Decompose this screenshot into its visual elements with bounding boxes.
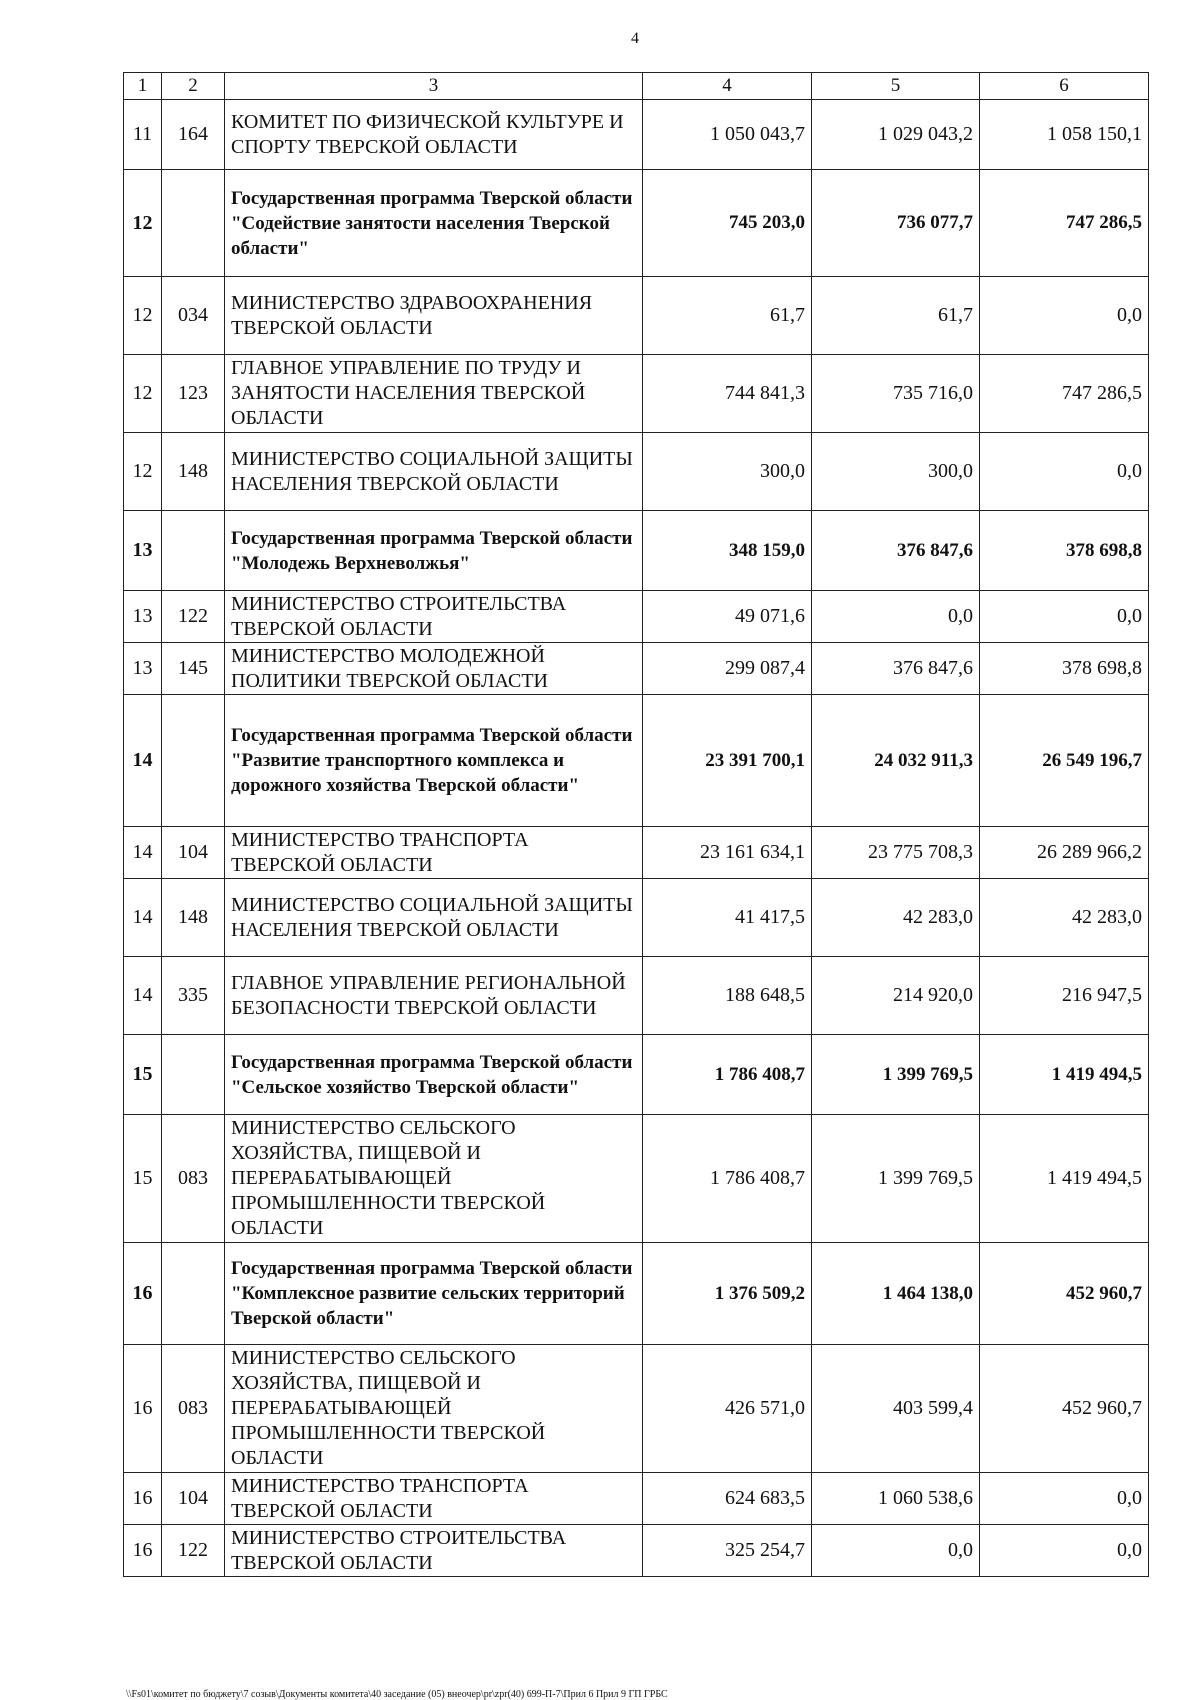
program-name: Государственная программа Тверской области "Развитие транспортного комплекса и дорожного хозяйства Тверской области" [225,695,643,827]
department-code: 335 [162,957,225,1035]
value-col-6: 378 698,8 [980,643,1149,695]
value-col-6: 26 549 196,7 [980,695,1149,827]
program-row [124,1035,1149,1115]
department-code: 145 [162,643,225,695]
program-number: 13 [124,511,162,591]
value-col-5: 1 399 769,5 [812,1115,980,1243]
header-col-4: 4 [643,73,812,100]
program-number: 16 [124,1525,162,1577]
value-col-4: 624 683,5 [643,1473,812,1525]
row-name: ГЛАВНОЕ УПРАВЛЕНИЕ РЕГИОНАЛЬНОЙ БЕЗОПАСНОСТИ ТВЕРСКОЙ ОБЛАСТИ [225,957,643,1035]
row-name: МИНИСТЕРСТВО ЗДРАВООХРАНЕНИЯ ТВЕРСКОЙ ОБЛАСТИ [225,277,643,355]
value-col-5: 1 060 538,6 [812,1473,980,1525]
value-col-4: 23 161 634,1 [643,827,812,879]
department-code: 123 [162,355,225,433]
row-name: МИНИСТЕРСТВО СЕЛЬСКОГО ХОЗЯЙСТВА, ПИЩЕВОЙ И ПЕРЕРАБАТЫВАЮЩЕЙ ПРОМЫШЛЕННОСТИ ТВЕРСКОЙ ОБЛАСТИ [225,1345,643,1473]
value-col-6: 0,0 [980,1473,1149,1525]
department-code [162,1035,225,1115]
department-code: 034 [162,277,225,355]
department-code: 083 [162,1345,225,1473]
department-code: 104 [162,1473,225,1525]
value-col-6: 42 283,0 [980,879,1149,957]
value-col-5: 376 847,6 [812,511,980,591]
value-col-5: 735 716,0 [812,355,980,433]
program-name: Государственная программа Тверской области "Содействие занятости населения Тверской области" [225,170,643,277]
header-col-1: 1 [124,73,162,100]
value-col-6: 0,0 [980,433,1149,511]
value-col-4: 325 254,7 [643,1525,812,1577]
value-col-4: 1 786 408,7 [643,1115,812,1243]
value-col-4: 49 071,6 [643,591,812,643]
value-col-6: 747 286,5 [980,170,1149,277]
header-col-6: 6 [980,73,1149,100]
department-code: 122 [162,1525,225,1577]
table-row [124,643,1149,695]
department-code: 104 [162,827,225,879]
value-col-4: 745 203,0 [643,170,812,277]
page-number: 4 [631,30,639,47]
value-col-5: 376 847,6 [812,643,980,695]
value-col-4: 1 786 408,7 [643,1035,812,1115]
value-col-6: 26 289 966,2 [980,827,1149,879]
program-number: 14 [124,879,162,957]
department-code: 148 [162,879,225,957]
value-col-5: 24 032 911,3 [812,695,980,827]
row-name: МИНИСТЕРСТВО СЕЛЬСКОГО ХОЗЯЙСТВА, ПИЩЕВОЙ И ПЕРЕРАБАТЫВАЮЩЕЙ ПРОМЫШЛЕННОСТИ ТВЕРСКОЙ ОБЛАСТИ [225,1115,643,1243]
value-col-4: 744 841,3 [643,355,812,433]
header-col-2: 2 [162,73,225,100]
program-name: Государственная программа Тверской области "Молодежь Верхневолжья" [225,511,643,591]
value-col-4: 299 087,4 [643,643,812,695]
program-name: Государственная программа Тверской области "Сельское хозяйство Тверской области" [225,1035,643,1115]
value-col-5: 0,0 [812,591,980,643]
value-col-5: 403 599,4 [812,1345,980,1473]
value-col-4: 348 159,0 [643,511,812,591]
table-row [124,100,1149,170]
table-row [124,827,1149,879]
program-row [124,511,1149,591]
value-col-4: 41 417,5 [643,879,812,957]
value-col-5: 0,0 [812,1525,980,1577]
value-col-6: 378 698,8 [980,511,1149,591]
value-col-6: 1 058 150,1 [980,100,1149,170]
value-col-5: 61,7 [812,277,980,355]
table-row [124,879,1149,957]
program-row [124,1243,1149,1345]
value-col-4: 188 648,5 [643,957,812,1035]
program-row [124,695,1149,827]
program-number: 14 [124,827,162,879]
program-number: 16 [124,1345,162,1473]
program-name: Государственная программа Тверской области "Комплексное развитие сельских территорий Тверской области" [225,1243,643,1345]
table-row [124,355,1149,433]
table-row [124,591,1149,643]
header-col-3: 3 [225,73,643,100]
value-col-4: 1 376 509,2 [643,1243,812,1345]
row-name: ГЛАВНОЕ УПРАВЛЕНИЕ ПО ТРУДУ И ЗАНЯТОСТИ НАСЕЛЕНИЯ ТВЕРСКОЙ ОБЛАСТИ [225,355,643,433]
program-number: 12 [124,433,162,511]
value-col-6: 1 419 494,5 [980,1115,1149,1243]
value-col-6: 452 960,7 [980,1345,1149,1473]
table-header-row [124,73,1149,100]
table-row [124,1115,1149,1243]
table-row [124,433,1149,511]
table-body [124,100,1149,1577]
department-code [162,511,225,591]
program-number: 12 [124,170,162,277]
row-name: КОМИТЕТ ПО ФИЗИЧЕСКОЙ КУЛЬТУРЕ И СПОРТУ ТВЕРСКОЙ ОБЛАСТИ [225,100,643,170]
table-row [124,1345,1149,1473]
footer-file-path: \\Fs01\комитет по бюджету\7 созыв\Документы комитета\40 заседание (05) внеочер\pr\zpr(40) 699-П-7\Прил 6 Прил 9 ГП ГРБС [126,1689,668,1700]
department-code [162,695,225,827]
value-col-5: 300,0 [812,433,980,511]
program-number: 16 [124,1473,162,1525]
department-code [162,170,225,277]
budget-table [123,72,1149,1577]
value-col-5: 1 029 043,2 [812,100,980,170]
program-number: 13 [124,591,162,643]
value-col-4: 426 571,0 [643,1345,812,1473]
department-code: 083 [162,1115,225,1243]
table-row [124,277,1149,355]
department-code: 164 [162,100,225,170]
value-col-6: 0,0 [980,277,1149,355]
table-row [124,957,1149,1035]
value-col-6: 747 286,5 [980,355,1149,433]
row-name: МИНИСТЕРСТВО СТРОИТЕЛЬСТВА ТВЕРСКОЙ ОБЛАСТИ [225,591,643,643]
value-col-4: 23 391 700,1 [643,695,812,827]
value-col-5: 1 464 138,0 [812,1243,980,1345]
value-col-6: 216 947,5 [980,957,1149,1035]
department-code: 148 [162,433,225,511]
row-name: МИНИСТЕРСТВО ТРАНСПОРТА ТВЕРСКОЙ ОБЛАСТИ [225,1473,643,1525]
program-number: 13 [124,643,162,695]
program-number: 15 [124,1115,162,1243]
value-col-5: 1 399 769,5 [812,1035,980,1115]
row-name: МИНИСТЕРСТВО ТРАНСПОРТА ТВЕРСКОЙ ОБЛАСТИ [225,827,643,879]
value-col-5: 42 283,0 [812,879,980,957]
value-col-4: 61,7 [643,277,812,355]
value-col-4: 300,0 [643,433,812,511]
department-code [162,1243,225,1345]
value-col-6: 452 960,7 [980,1243,1149,1345]
program-number: 12 [124,355,162,433]
value-col-5: 23 775 708,3 [812,827,980,879]
program-number: 16 [124,1243,162,1345]
program-number: 15 [124,1035,162,1115]
value-col-5: 214 920,0 [812,957,980,1035]
value-col-6: 0,0 [980,1525,1149,1577]
table-row [124,1525,1149,1577]
value-col-6: 1 419 494,5 [980,1035,1149,1115]
row-name: МИНИСТЕРСТВО СОЦИАЛЬНОЙ ЗАЩИТЫ НАСЕЛЕНИЯ ТВЕРСКОЙ ОБЛАСТИ [225,433,643,511]
row-name: МИНИСТЕРСТВО СОЦИАЛЬНОЙ ЗАЩИТЫ НАСЕЛЕНИЯ ТВЕРСКОЙ ОБЛАСТИ [225,879,643,957]
program-row [124,170,1149,277]
row-name: МИНИСТЕРСТВО МОЛОДЕЖНОЙ ПОЛИТИКИ ТВЕРСКОЙ ОБЛАСТИ [225,643,643,695]
value-col-4: 1 050 043,7 [643,100,812,170]
program-number: 14 [124,957,162,1035]
program-number: 14 [124,695,162,827]
value-col-5: 736 077,7 [812,170,980,277]
table-row [124,1473,1149,1525]
program-number: 12 [124,277,162,355]
program-number: 11 [124,100,162,170]
row-name: МИНИСТЕРСТВО СТРОИТЕЛЬСТВА ТВЕРСКОЙ ОБЛАСТИ [225,1525,643,1577]
value-col-6: 0,0 [980,591,1149,643]
department-code: 122 [162,591,225,643]
header-col-5: 5 [812,73,980,100]
